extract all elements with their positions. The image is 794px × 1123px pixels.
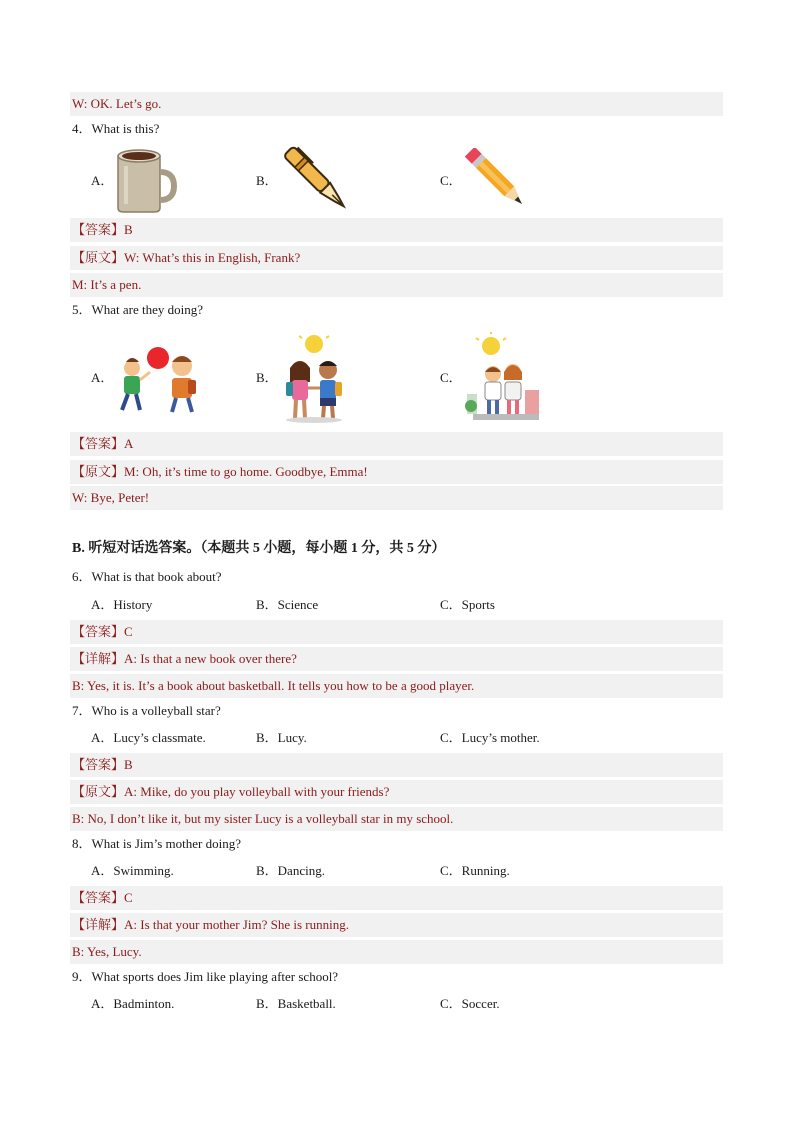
script-line-2: B: Yes, Lucy.	[70, 940, 723, 964]
question-5: 5．What are they doing?	[72, 302, 204, 317]
answer-line	[70, 432, 723, 456]
answer-tag: 【答案】	[72, 757, 125, 772]
answer-tag: 【答案】	[72, 436, 125, 451]
option-a-label: A．	[91, 173, 114, 188]
script-text: W: What’s this in English, Frank?	[124, 250, 301, 265]
option-a: A．Swimming.	[91, 863, 174, 878]
script-text: A: Is that your mother Jim? She is running.	[124, 917, 349, 932]
script-line-2: B: No, I don’t like it, but my sister Lucy is a volleyball star in my school.	[70, 807, 723, 831]
answer-value: B	[124, 222, 133, 237]
question-6: 6．What is that book about?	[72, 569, 222, 584]
option-a-label: A．	[91, 370, 114, 385]
question-7: 7．Who is a volleyball star?	[72, 703, 221, 718]
option-a: A．Badminton.	[91, 996, 175, 1011]
option-c-label: C．	[440, 370, 462, 385]
fountain-pen-icon	[280, 146, 352, 214]
script-line-2: B: Yes, it is. It’s a book about basketball. It tells you how to be a good player.	[70, 674, 723, 698]
script-text: M: Oh, it’s time to go home. Goodbye, Emma!	[124, 464, 368, 479]
option-c: C．Lucy’s mother.	[440, 730, 540, 745]
mug-icon	[112, 146, 178, 214]
script-text: A: Is that a new book over there?	[124, 651, 297, 666]
answer-value: B	[124, 757, 133, 772]
answer-tag: 【答案】	[72, 222, 125, 237]
option-a: A．History	[91, 597, 153, 612]
answer-tag: 【答案】	[72, 890, 125, 905]
script-tag: 【原文】	[72, 784, 125, 799]
option-b: B．Basketball.	[256, 996, 336, 1011]
kids-at-school	[463, 332, 545, 424]
script-tag: 【详解】	[72, 917, 125, 932]
answer-line	[70, 886, 723, 910]
question-8: 8．What is Jim’s mother doing?	[72, 836, 241, 851]
option-c: C．Running.	[440, 863, 510, 878]
answer-value: A	[124, 436, 134, 451]
option-c-label: C．	[440, 173, 462, 188]
script-line	[70, 647, 723, 671]
question-4: 4．What is this?	[72, 121, 160, 136]
answer-value: C	[124, 890, 133, 905]
script-line	[70, 460, 723, 484]
script-text: A: Mike, do you play volleyball with your friends?	[124, 784, 390, 799]
answer-value: C	[124, 624, 133, 639]
answer-tag: 【答案】	[72, 624, 125, 639]
option-c: C．Sports	[440, 597, 495, 612]
option-c: C．Soccer.	[440, 996, 500, 1011]
kids-waving-goodbye	[114, 340, 204, 416]
script-line	[70, 780, 723, 804]
answer-line	[70, 620, 723, 644]
answer-line	[70, 753, 723, 777]
option-b: B．Science	[256, 597, 319, 612]
pencil-icon	[462, 148, 534, 212]
question-9: 9．What sports does Jim like playing after school?	[72, 969, 339, 984]
script-tag: 【详解】	[72, 651, 125, 666]
script-line	[70, 246, 723, 270]
script-line-2: M: It’s a pen.	[70, 273, 723, 297]
script-tag: 【原文】	[72, 250, 125, 265]
dialogue-line: W: OK. Let’s go.	[70, 92, 723, 116]
section-heading: B. 听短对话选答案。（本题共 5 小题，每小题 1 分，共 5 分）	[72, 541, 446, 556]
option-b-label: B．	[256, 370, 278, 385]
option-b-label: B．	[256, 173, 278, 188]
option-b: B．Lucy.	[256, 730, 307, 745]
script-line	[70, 913, 723, 937]
script-line-2: W: Bye, Peter!	[70, 486, 723, 510]
answer-line	[70, 218, 723, 242]
script-tag: 【原文】	[72, 464, 125, 479]
option-a: A．Lucy’s classmate.	[91, 730, 206, 745]
kids-shaking-hands	[282, 332, 348, 424]
option-b: B．Dancing.	[256, 863, 325, 878]
